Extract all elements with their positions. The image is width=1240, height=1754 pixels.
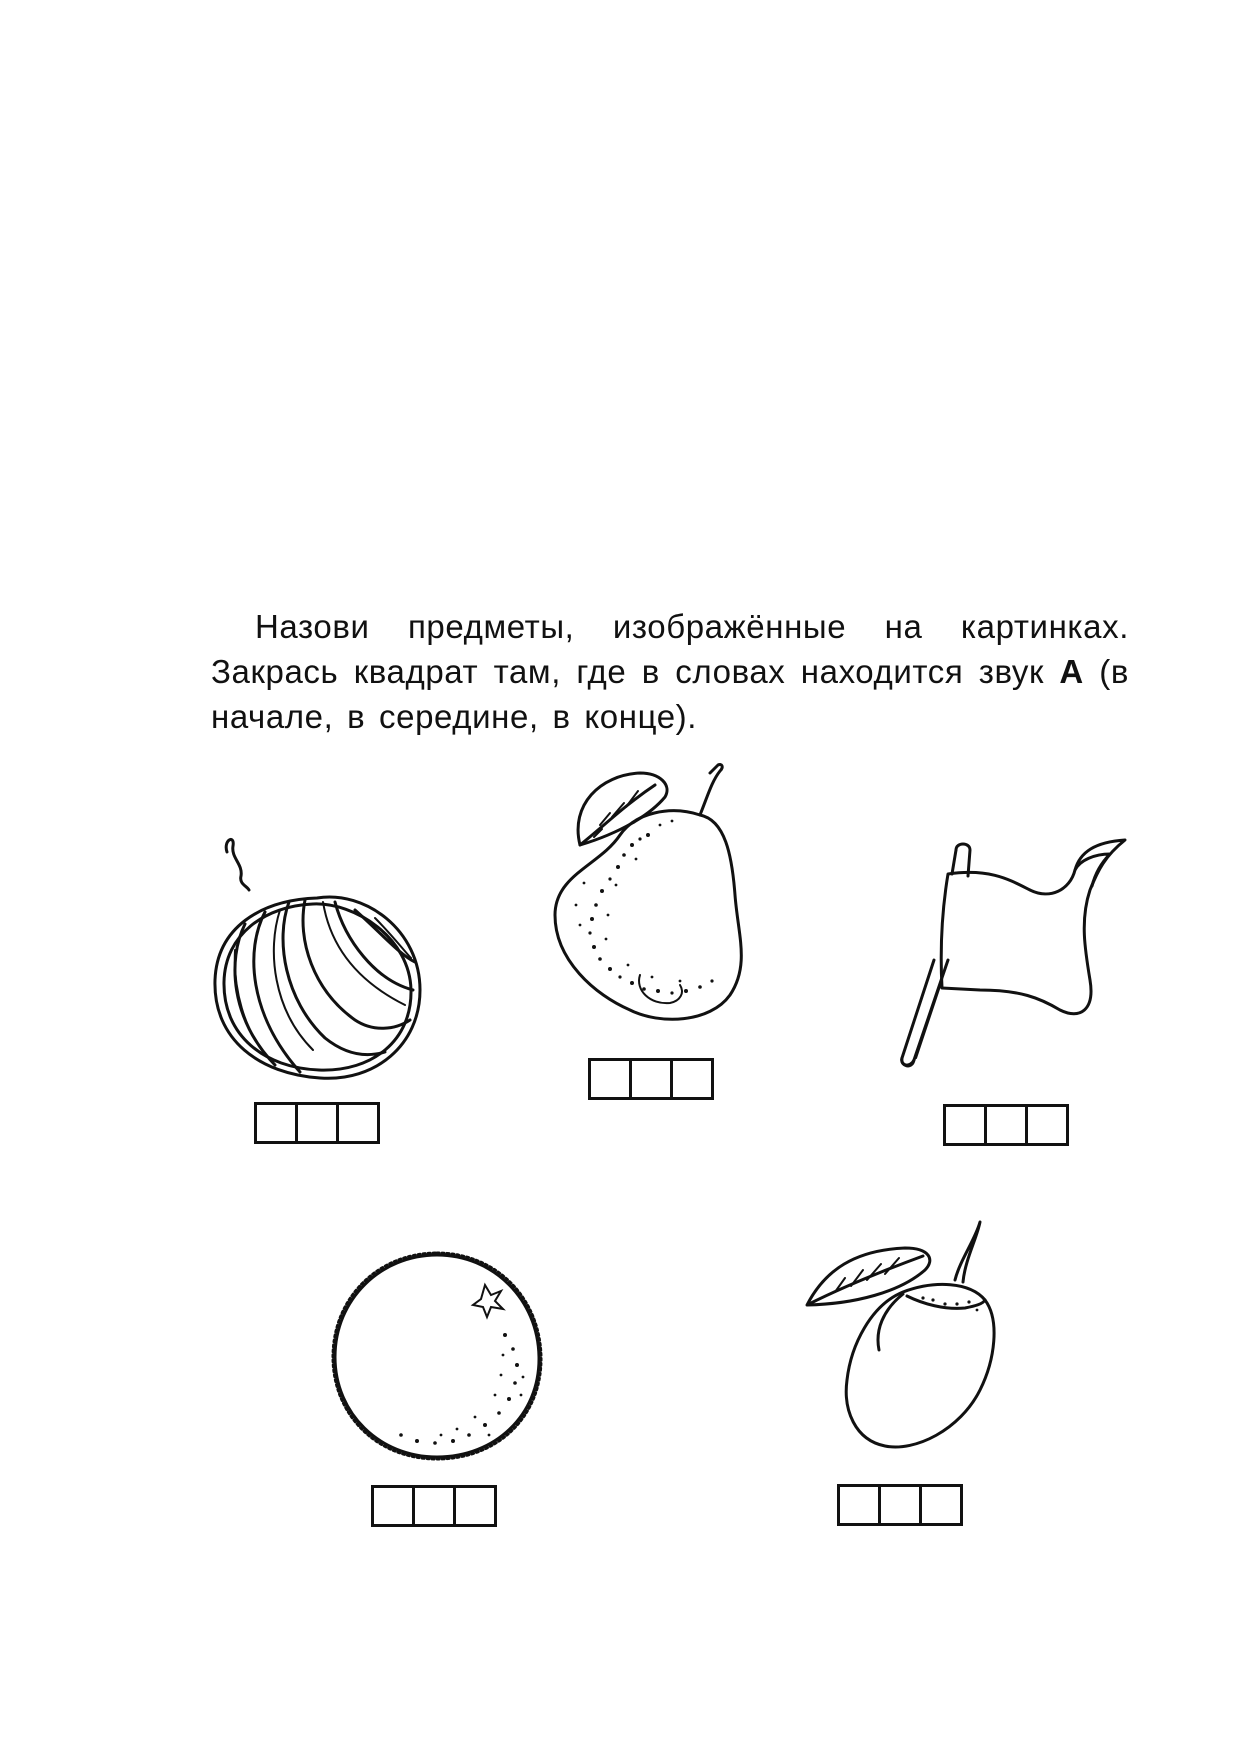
answer-cell-end[interactable]	[1028, 1107, 1066, 1143]
answer-cell-start[interactable]	[374, 1488, 415, 1524]
answer-cell-start[interactable]	[591, 1061, 632, 1097]
flag-icon	[880, 830, 1130, 1070]
task-text-start: Назови предметы, изображённые на картинках. Закрась квадрат там, где в словах находится звук	[211, 608, 1129, 690]
answer-cell-middle[interactable]	[881, 1487, 922, 1523]
answer-cell-middle[interactable]	[415, 1488, 456, 1524]
watermelon-icon	[205, 840, 435, 1080]
answer-cell-start[interactable]	[946, 1107, 987, 1143]
answer-cell-end[interactable]	[456, 1488, 494, 1524]
orange-icon	[325, 1245, 550, 1470]
answer-cell-start[interactable]	[257, 1105, 298, 1141]
answer-cell-middle[interactable]	[298, 1105, 339, 1141]
answer-cell-middle[interactable]	[632, 1061, 673, 1097]
answer-boxes-pear	[588, 1058, 714, 1100]
task-sound-letter: А	[1059, 653, 1084, 690]
plum-icon	[805, 1220, 1005, 1460]
answer-cell-start[interactable]	[840, 1487, 881, 1523]
pear-icon	[540, 755, 770, 1035]
answer-boxes-plum	[837, 1484, 963, 1526]
answer-cell-end[interactable]	[673, 1061, 711, 1097]
answer-cell-end[interactable]	[339, 1105, 377, 1141]
answer-cell-middle[interactable]	[987, 1107, 1028, 1143]
answer-boxes-orange	[371, 1485, 497, 1527]
answer-boxes-watermelon	[254, 1102, 380, 1144]
task-instruction	[211, 604, 1129, 739]
answer-boxes-flag	[943, 1104, 1069, 1146]
answer-cell-end[interactable]	[922, 1487, 960, 1523]
task-text-end: (в начале, в середине, в конце).	[211, 653, 1129, 735]
